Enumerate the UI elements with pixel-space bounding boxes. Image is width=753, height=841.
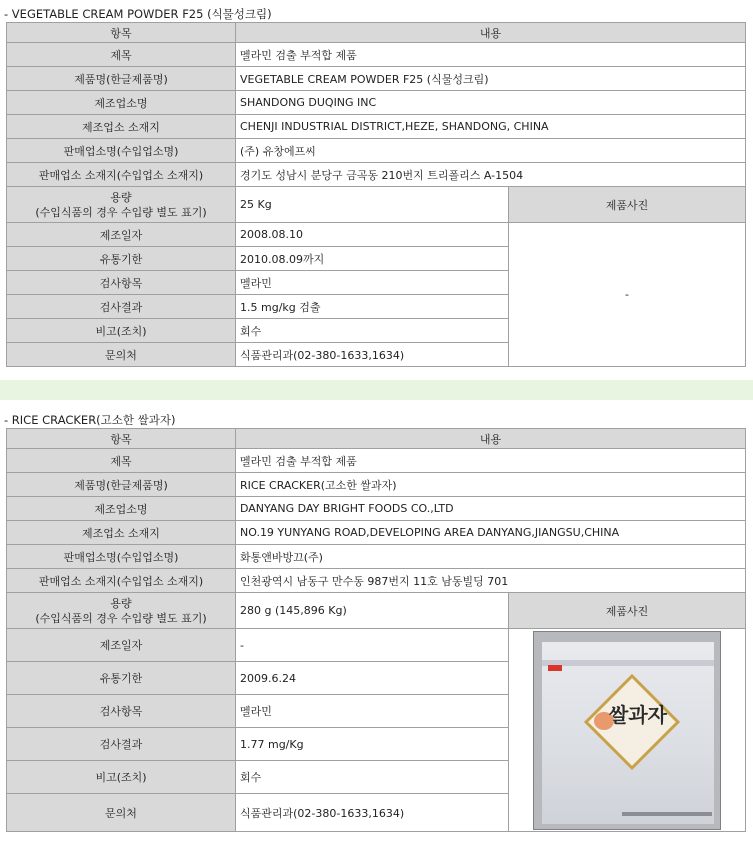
- table-row: [7, 521, 746, 545]
- capacity-note: (수입식품의 경우 수입량 별도 표기): [35, 205, 207, 219]
- row-label: 문의처: [7, 794, 236, 832]
- header-item: 항목: [7, 429, 236, 449]
- row-label: 검사결과: [7, 728, 236, 761]
- row-value: 경기도 성남시 분당구 금곡동 210번지 트리폴리스 A-1504: [236, 163, 746, 187]
- table-row: [7, 629, 746, 662]
- row-value: 멜라민 검출 부적합 제품: [236, 43, 746, 67]
- row-label: 제조일자: [7, 629, 236, 662]
- product-logo-text: 쌀과자: [609, 702, 667, 727]
- photo-header: 제품사진: [509, 593, 746, 629]
- row-value: DANYANG DAY BRIGHT FOODS CO.,LTD: [236, 497, 746, 521]
- row-value: NO.19 YUNYANG ROAD,DEVELOPING AREA DANYANG,JIANGSU,CHINA: [236, 521, 746, 545]
- row-label: 제조일자: [7, 223, 236, 247]
- table-row: [7, 91, 746, 115]
- section-title: - VEGETABLE CREAM POWDER F25 (식물성크림): [4, 7, 272, 21]
- capacity-note: (수입식품의 경우 수입량 별도 표기): [35, 611, 207, 625]
- product-info-table: [6, 22, 746, 367]
- photo-cell: [509, 629, 746, 832]
- section-divider: [0, 380, 753, 400]
- table-row: [7, 545, 746, 569]
- table-row: [7, 139, 746, 163]
- row-label: 제조업소 소재지: [7, 521, 236, 545]
- row-label: 유통기한: [7, 247, 236, 271]
- capacity-label: 용량: [110, 190, 132, 204]
- capacity-label: 용량: [110, 596, 132, 610]
- row-label: 제목: [7, 43, 236, 67]
- row-label: 판매업소 소재지(수입업소 소재지): [7, 569, 236, 593]
- row-value: 멜라민: [236, 695, 509, 728]
- table-row: [7, 473, 746, 497]
- table-header-row: [7, 23, 746, 43]
- table-row: [7, 163, 746, 187]
- row-label: 판매업소명(수입업소명): [7, 545, 236, 569]
- row-value: CHENJI INDUSTRIAL DISTRICT,HEZE, SHANDONG, CHINA: [236, 115, 746, 139]
- row-value: 멜라민: [236, 271, 509, 295]
- row-value: 25 Kg: [236, 187, 509, 223]
- row-label: 검사결과: [7, 295, 236, 319]
- row-label: 판매업소명(수입업소명): [7, 139, 236, 163]
- row-value: 멜라민 검출 부적합 제품: [236, 449, 746, 473]
- table-row: [7, 569, 746, 593]
- table-row: [7, 187, 746, 223]
- row-label: 유통기한: [7, 662, 236, 695]
- table-row: [7, 497, 746, 521]
- table-row: [7, 115, 746, 139]
- row-label: 제품명(한글제품명): [7, 67, 236, 91]
- table-row: [7, 43, 746, 67]
- row-label: 검사항목: [7, 695, 236, 728]
- product-bag-image: [542, 642, 714, 824]
- header-content: 내용: [236, 429, 746, 449]
- row-value: 식품관리과(02-380-1633,1634): [236, 794, 509, 832]
- photo-placeholder: -: [625, 288, 629, 301]
- row-label: 제품명(한글제품명): [7, 473, 236, 497]
- row-label: 제목: [7, 449, 236, 473]
- row-value: 회수: [236, 761, 509, 794]
- table-row: [7, 67, 746, 91]
- row-label: 문의처: [7, 343, 236, 367]
- row-value: 2009.6.24: [236, 662, 509, 695]
- photo-header: 제품사진: [509, 187, 746, 223]
- header-content: 내용: [236, 23, 746, 43]
- product-photo: [533, 631, 721, 830]
- row-label: 제조업소명: [7, 91, 236, 115]
- table-header-row: [7, 429, 746, 449]
- row-label: 비고(조치): [7, 319, 236, 343]
- section-title: - RICE CRACKER(고소한 쌀과자): [4, 413, 176, 427]
- table-row: [7, 593, 746, 629]
- row-value: VEGETABLE CREAM POWDER F25 (식물성크림): [236, 67, 746, 91]
- row-value: 1.77 mg/Kg: [236, 728, 509, 761]
- photo-cell: [509, 223, 746, 367]
- row-value: 화통앤바방끄(주): [236, 545, 746, 569]
- row-value: 2008.08.10: [236, 223, 509, 247]
- row-value: 식품관리과(02-380-1633,1634): [236, 343, 509, 367]
- row-value: 인천광역시 남동구 만수동 987번지 11호 남동빌딩 701: [236, 569, 746, 593]
- header-item: 항목: [7, 23, 236, 43]
- row-value: RICE CRACKER(고소한 쌀과자): [236, 473, 746, 497]
- row-label: 제조업소명: [7, 497, 236, 521]
- row-label: 제조업소 소재지: [7, 115, 236, 139]
- table-row: [7, 223, 746, 247]
- row-value: 1.5 mg/kg 검출: [236, 295, 509, 319]
- row-label: [7, 187, 236, 223]
- row-label: 검사항목: [7, 271, 236, 295]
- row-value: -: [236, 629, 509, 662]
- row-value: 2010.08.09까지: [236, 247, 509, 271]
- row-label: 판매업소 소재지(수입업소 소재지): [7, 163, 236, 187]
- row-value: 회수: [236, 319, 509, 343]
- row-label: 비고(조치): [7, 761, 236, 794]
- row-label: [7, 593, 236, 629]
- row-value: 280 g (145,896 Kg): [236, 593, 509, 629]
- table-row: [7, 449, 746, 473]
- row-value: (주) 유창에프씨: [236, 139, 746, 163]
- product-info-table: [6, 428, 746, 832]
- row-value: SHANDONG DUQING INC: [236, 91, 746, 115]
